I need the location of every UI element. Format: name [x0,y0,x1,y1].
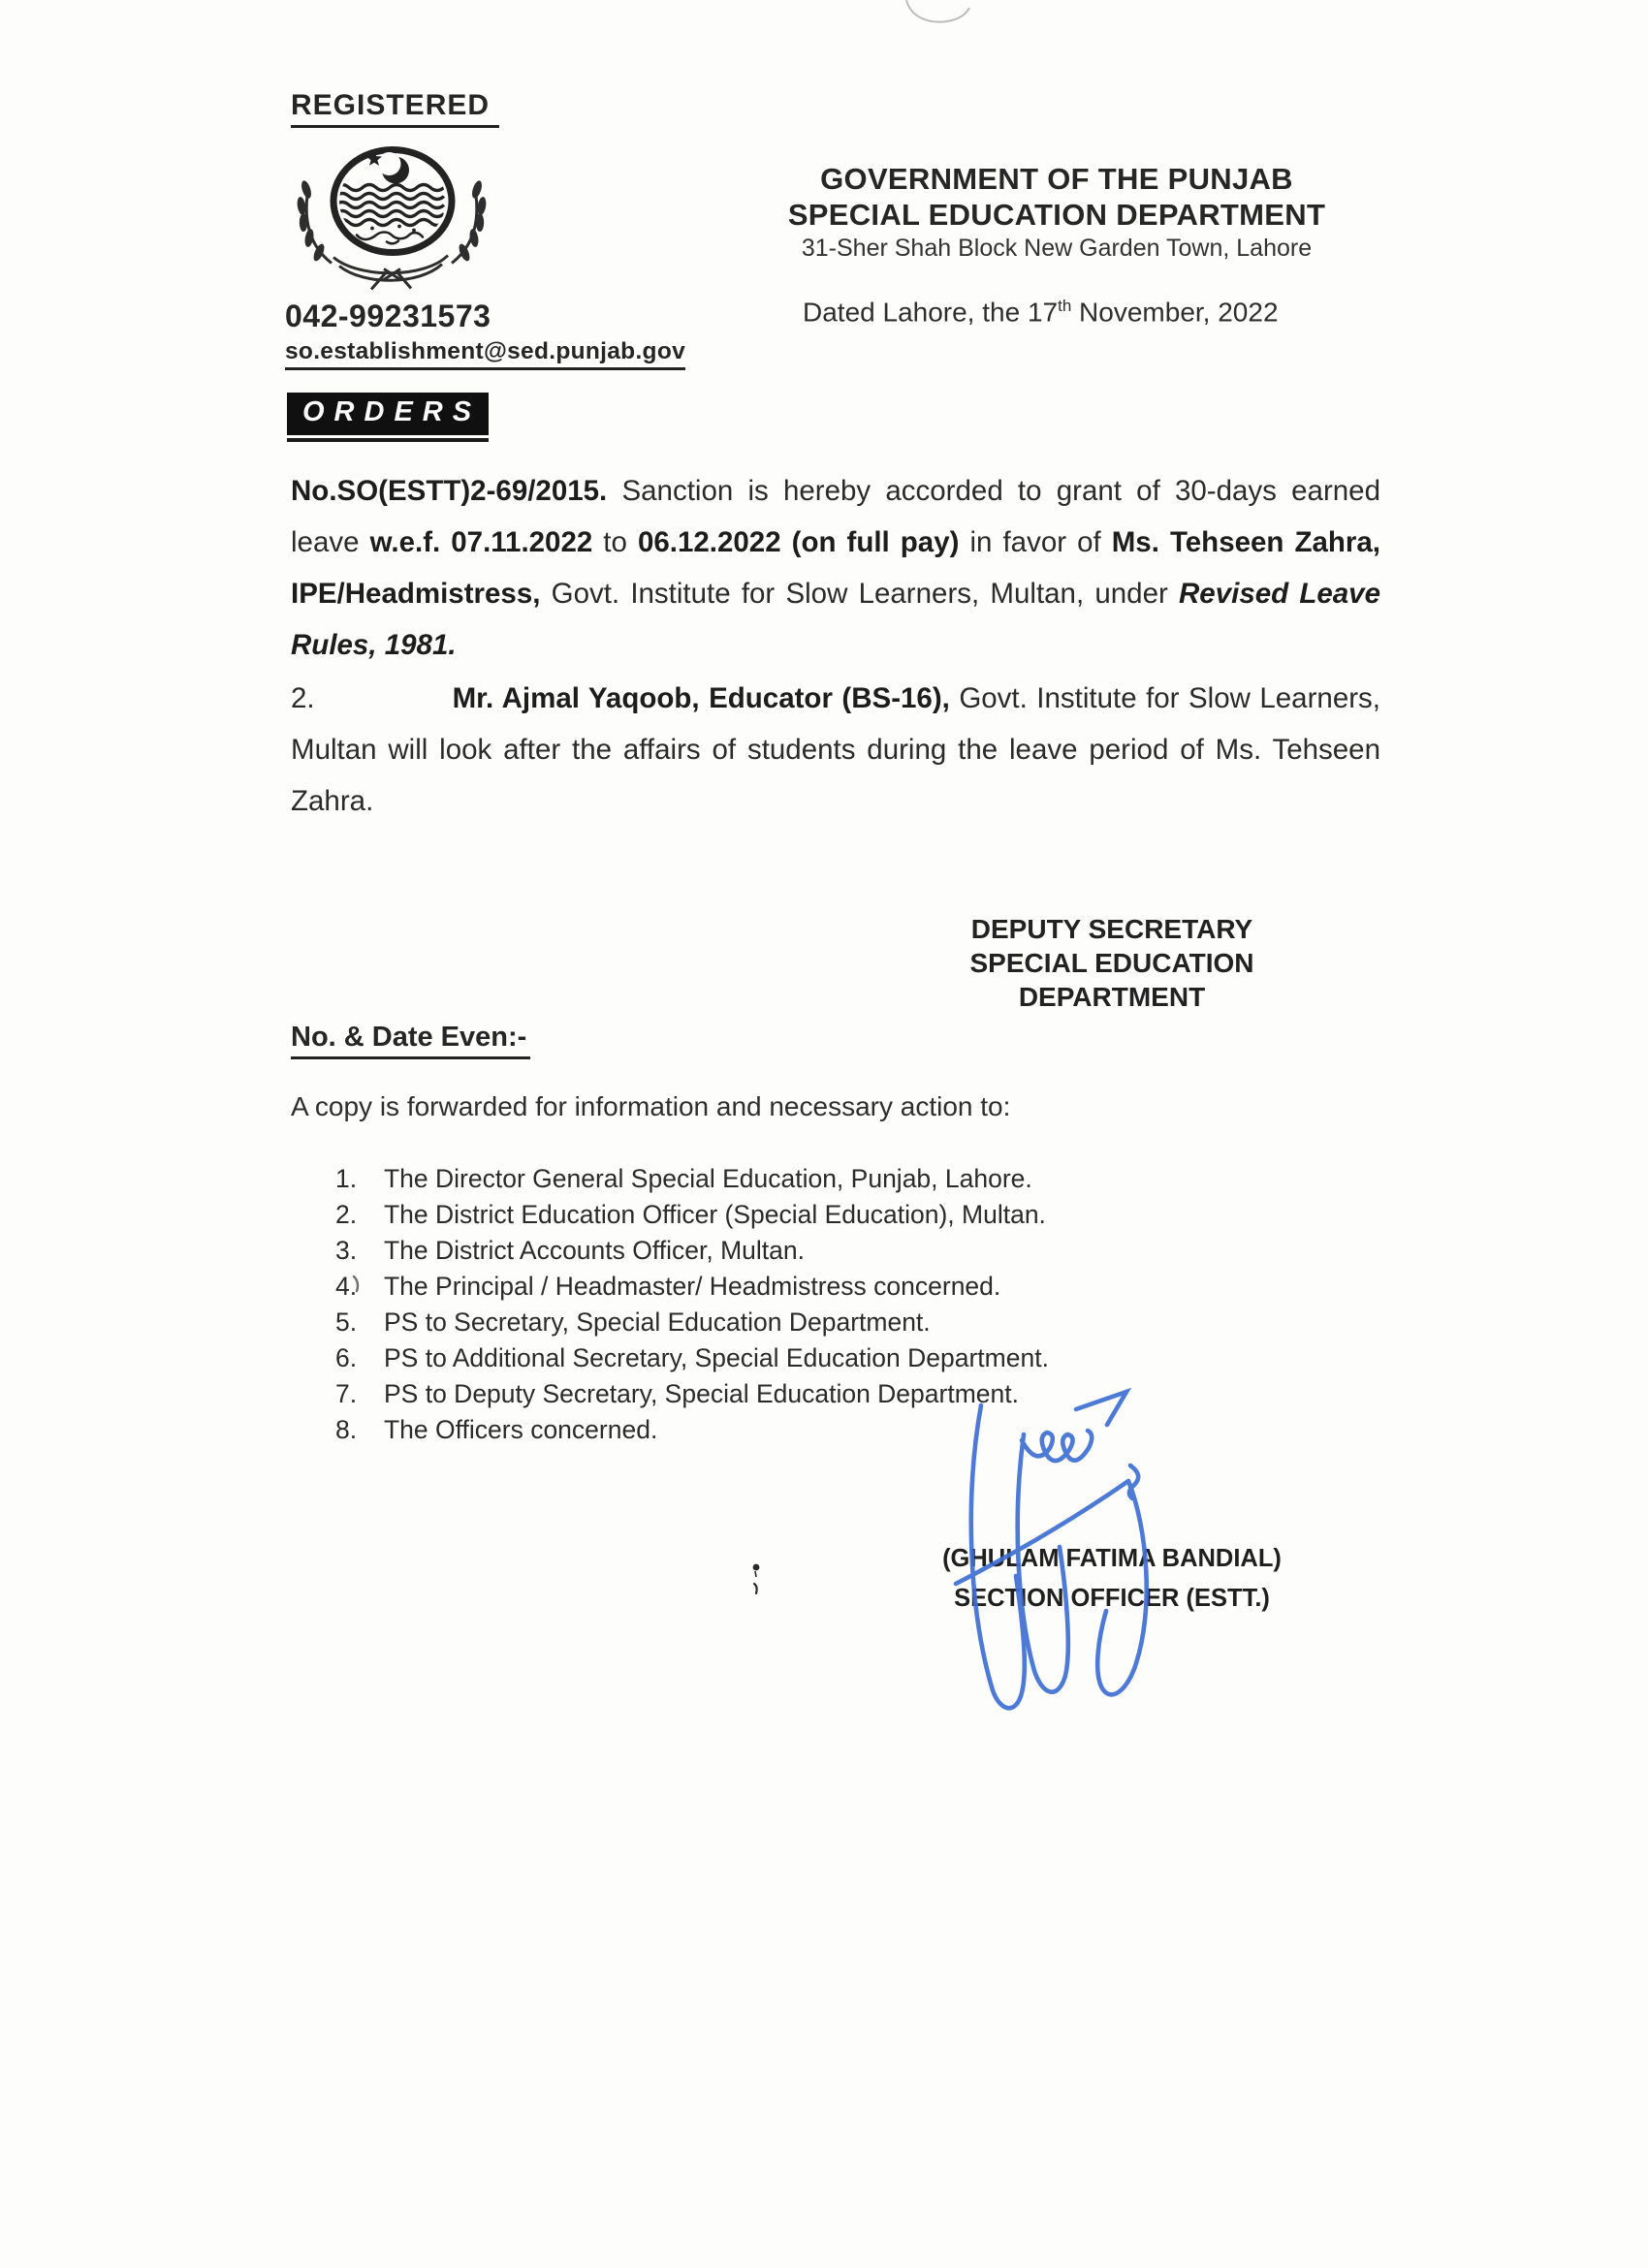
distribution-heading: No. & Date Even:- [291,1022,530,1059]
para1-seg4: Govt. Institute for Slow Learners, Multan, under [540,578,1179,610]
para1-seg3: in favor of [959,526,1112,558]
orders-heading-label: ORDERS [287,393,489,435]
item-number: 8. [335,1415,358,1444]
para1-seg2: to [592,526,638,558]
item-text: The Director General Special Education, Punjab, Lahore. [384,1164,1032,1193]
item-number: 2. [335,1200,358,1229]
ink-smudge-artifact [349,1274,363,1295]
email-address: so.establishment@sed.punjab.gov [285,338,685,370]
signer-title: SECTION OFFICER (ESTT.) [954,1585,1270,1612]
item-number: 7. [335,1379,358,1408]
item-number: 3. [335,1236,358,1265]
order-paragraph-1 [291,465,1380,671]
department-name: SPECIAL EDUCATION DEPARTMENT [787,198,1326,232]
date-prefix: Dated Lahore, the 17 [803,297,1059,328]
item-number: 6. [335,1343,358,1372]
item-number: 1. [335,1164,358,1193]
item-text: PS to Deputy Secretary, Special Education Department. [384,1379,1019,1408]
date-suffix: November, 2022 [1071,297,1279,328]
leave-end-date: 06.12.2022 (on full pay) [637,526,960,558]
phone-number: 042-99231573 [285,299,491,333]
signatory-designation [918,912,1306,1014]
order-paragraph-2 [291,673,1380,827]
item-text: The Principal / Headmaster/ Headmistress concerned. [384,1272,1001,1301]
list-item [335,1197,1049,1233]
item-text: The Officers concerned. [384,1415,658,1444]
list-item [335,1269,1049,1305]
date-ordinal-suffix: th [1058,297,1072,315]
substitute-employee-name: Mr. Ajmal Yaqoob, Educator (BS-16), [452,682,950,714]
item-number: 5. [335,1307,358,1337]
signatory-line1: DEPUTY SECRETARY [970,914,1253,944]
item-text: PS to Secretary, Special Education Department. [384,1307,931,1337]
item-number: 4. [335,1272,358,1301]
letterhead [737,161,1377,265]
employee-name: Ms. Tehseen Zahra, IPE/Headmistress, [291,526,1380,610]
item-text: The District Education Officer (Special Education), Multan. [384,1200,1046,1229]
list-item [335,1233,1049,1269]
department-address: 31-Sher Shah Block New Garden Town, Lahore [801,235,1313,262]
scan-artifact-curve [868,0,1032,39]
signatory-line3: DEPARTMENT [1018,982,1206,1012]
item-text: PS to Additional Secretary, Special Education Department. [384,1343,1049,1372]
reference-number: No.SO(ESTT)2-69/2015. [291,475,608,507]
orders-heading [287,393,489,442]
ink-dot-artifact [746,1559,770,1601]
date-line [803,297,1279,328]
signer-name: (GHULAM FATIMA BANDIAL) [942,1545,1282,1572]
leave-start-date: w.e.f. 07.11.2022 [369,526,593,558]
list-item [335,1340,1049,1376]
punjab-government-emblem [291,130,490,293]
leave-rules-reference: Revised Leave Rules, 1981. [291,578,1380,661]
list-item [335,1161,1049,1197]
distribution-intro: A copy is forwarded for information and necessary action to: [291,1091,1011,1121]
registered-label: REGISTERED [291,89,499,128]
signature-ink [940,1384,1183,1733]
para2-seg1: Govt. Institute for Slow Learners, Multan will look after the affairs of students during the leave period of Ms. Tehseen Zahra. [291,682,1380,817]
list-item [335,1305,1049,1340]
para1-seg1: Sanction is hereby accorded to grant of 30-days earned leave [291,475,1380,558]
item-text: The District Accounts Officer, Multan. [384,1236,805,1265]
signatory-line2: SPECIAL EDUCATION [969,948,1254,978]
para2-number: 2. [291,682,315,714]
government-name: GOVERNMENT OF THE PUNJAB [820,162,1293,196]
